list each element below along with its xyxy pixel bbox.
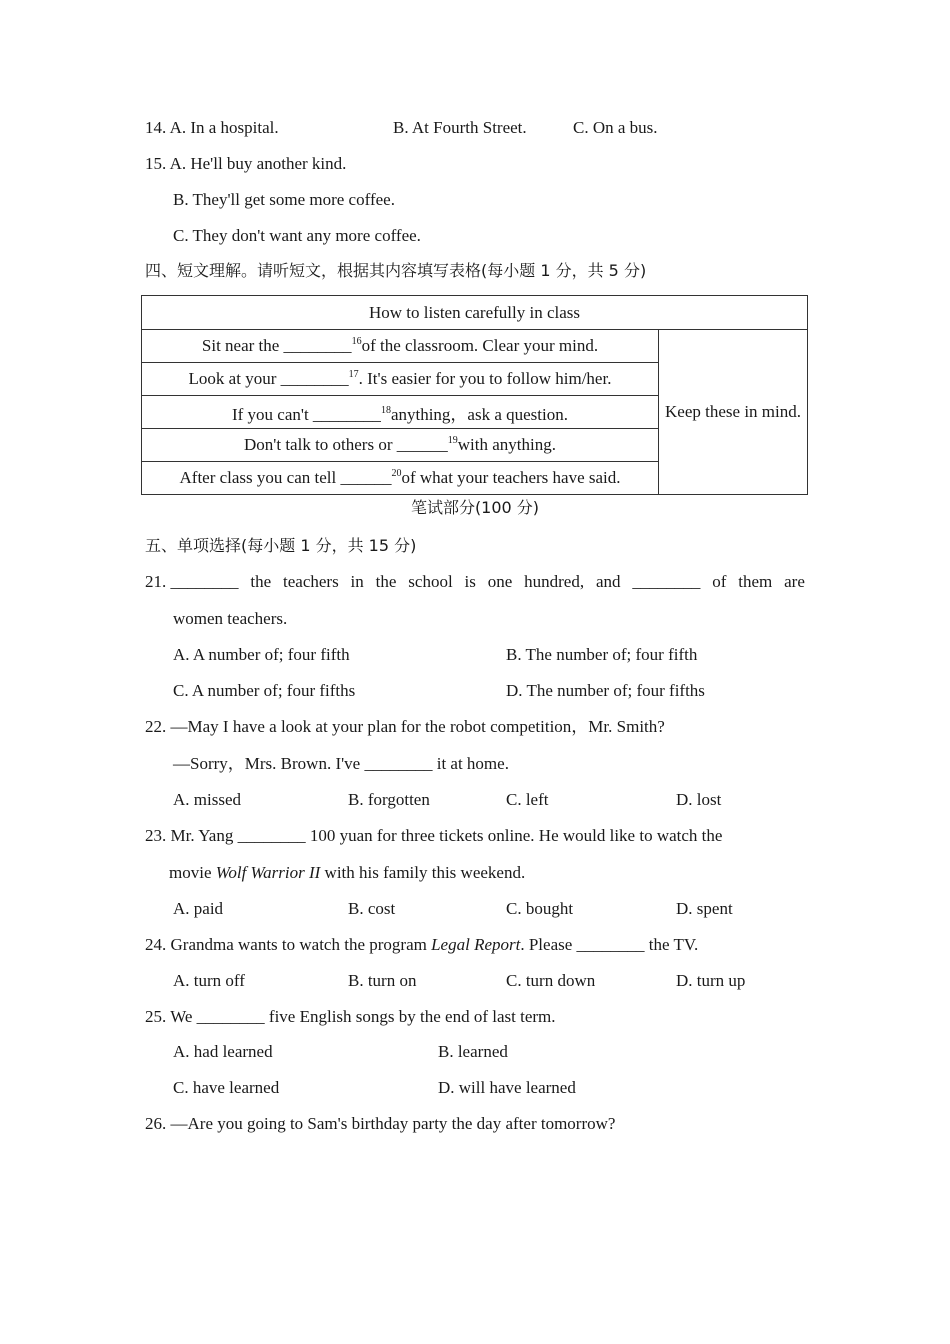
q23-option-b: B. cost [348,899,396,918]
listening-table [141,295,808,495]
q22-stem: 22. —May I have a look at your plan for the robot competition，Mr. Smith? [145,717,665,736]
q24-option-b: B. turn on [348,971,417,990]
row-text: anything，ask a question. [390,404,568,424]
q23-text: movie [169,863,216,882]
q15-option-a: A. He'll buy another kind. [169,154,347,173]
q21-word: are [784,572,805,591]
q15-option-c: C. They don't want any more coffee. [173,226,421,245]
q21-word: the [375,572,397,591]
q23-text: with his family this weekend. [320,863,526,882]
q24-text: 24. Grandma wants to watch the program [145,935,432,954]
q21-word: is [464,572,476,591]
q24-option-d: D. turn up [676,971,746,990]
table-row [142,363,659,396]
row-text: with anything. [457,435,556,454]
q21-stem [145,571,805,593]
row-text: Look at your ________ [188,369,349,388]
q21-option-c: C. A number of; four fifths [173,681,356,700]
q21-word: one [487,572,513,591]
keep-in-mind-cell: Keep these in mind. [659,330,808,495]
program-title: Legal Report [431,935,521,954]
q21-option-a: A. A number of; four fifth [173,645,350,664]
blank-number: 19 [447,435,458,446]
q23-option-c: C. bought [506,899,574,918]
q21-word: 21. ________ [145,572,239,591]
movie-title: Wolf Warrior II [215,863,321,882]
row-text: If you can't ________ [231,404,381,424]
q22-option-d: D. lost [676,790,722,809]
q26-stem: 26. —Are you going to Sam's birthday party the day after tomorrow? [145,1114,616,1133]
q21-word: ________ [632,572,701,591]
q15-option-b: B. They'll get some more coffee. [173,190,395,209]
row-text: Sit near the ________ [201,336,352,355]
row-text: . It's easier for you to follow him/her. [358,369,612,388]
section-4-heading: 四、短文理解。请听短文，根据其内容填写表格(每小题 1 分，共 5 分) [145,261,647,280]
q21-word: hundred, [524,572,585,591]
q24-option-c: C. turn down [506,971,596,990]
blank-number: 17 [348,369,359,380]
q21-word: them [738,572,773,591]
section-5-heading: 五、单项选择(每小题 1 分，共 15 分) [145,536,417,555]
written-part-heading: 笔试部分(100 分) [410,498,540,517]
q25-option-b: B. learned [438,1042,508,1061]
q22-option-c: C. left [506,790,549,809]
q21-word: teachers [283,572,339,591]
q25-option-a: A. had learned [173,1042,273,1061]
q24-text: . Please ________ the TV. [520,935,699,954]
q23-option-a: A. paid [173,899,224,918]
q21-option-d: D. The number of; four fifths [506,681,705,700]
q25-stem: 25. We ________ five English songs by the end of last term. [145,1007,556,1026]
table-row [142,396,659,429]
q24-option-a: A. turn off [173,971,245,990]
table-row [142,429,659,462]
q23-stem-continued [169,862,525,884]
row-text: of what your teachers have said. [401,468,621,487]
q14 [145,117,279,139]
q21-word: the [250,572,272,591]
q14-number: 14. [145,118,167,137]
q23-stem: 23. Mr. Yang ________ 100 yuan for three tickets online. He would like to watch the [145,826,723,845]
table-row [142,330,659,363]
q14-option-b: B. At Fourth Street. [393,118,527,137]
table-row [142,462,659,495]
q21-option-b: B. The number of; four fifth [506,645,698,664]
q25-option-c: C. have learned [173,1078,280,1097]
q23-option-d: D. spent [676,899,733,918]
row-text: Don't talk to others or ______ [244,435,448,454]
q22-option-b: B. forgotten [348,790,430,809]
q15 [145,153,346,175]
q15-number: 15. [145,154,167,173]
row-text: After class you can tell ______ [179,468,392,487]
blank-number: 18 [380,404,391,416]
q21-word: in [350,572,364,591]
blank-number: 20 [391,468,402,479]
row-text: of the classroom. Clear your mind. [361,336,599,355]
q25-option-d: D. will have learned [438,1078,576,1097]
q14-option-a: A. In a hospital. [169,118,279,137]
table-title: How to listen carefully in class [142,296,808,330]
q22-option-a: A. missed [173,790,241,809]
q21-word: of [712,572,727,591]
q21-word: school [408,572,453,591]
blank-number: 16 [351,336,362,347]
q22-reply: —Sorry，Mrs. Brown. I've ________ it at home. [173,754,509,773]
q21-word: and [595,572,621,591]
q24-stem [145,934,698,956]
q21-stem-continued: women teachers. [173,609,288,628]
q14-option-c: C. On a bus. [573,118,658,137]
